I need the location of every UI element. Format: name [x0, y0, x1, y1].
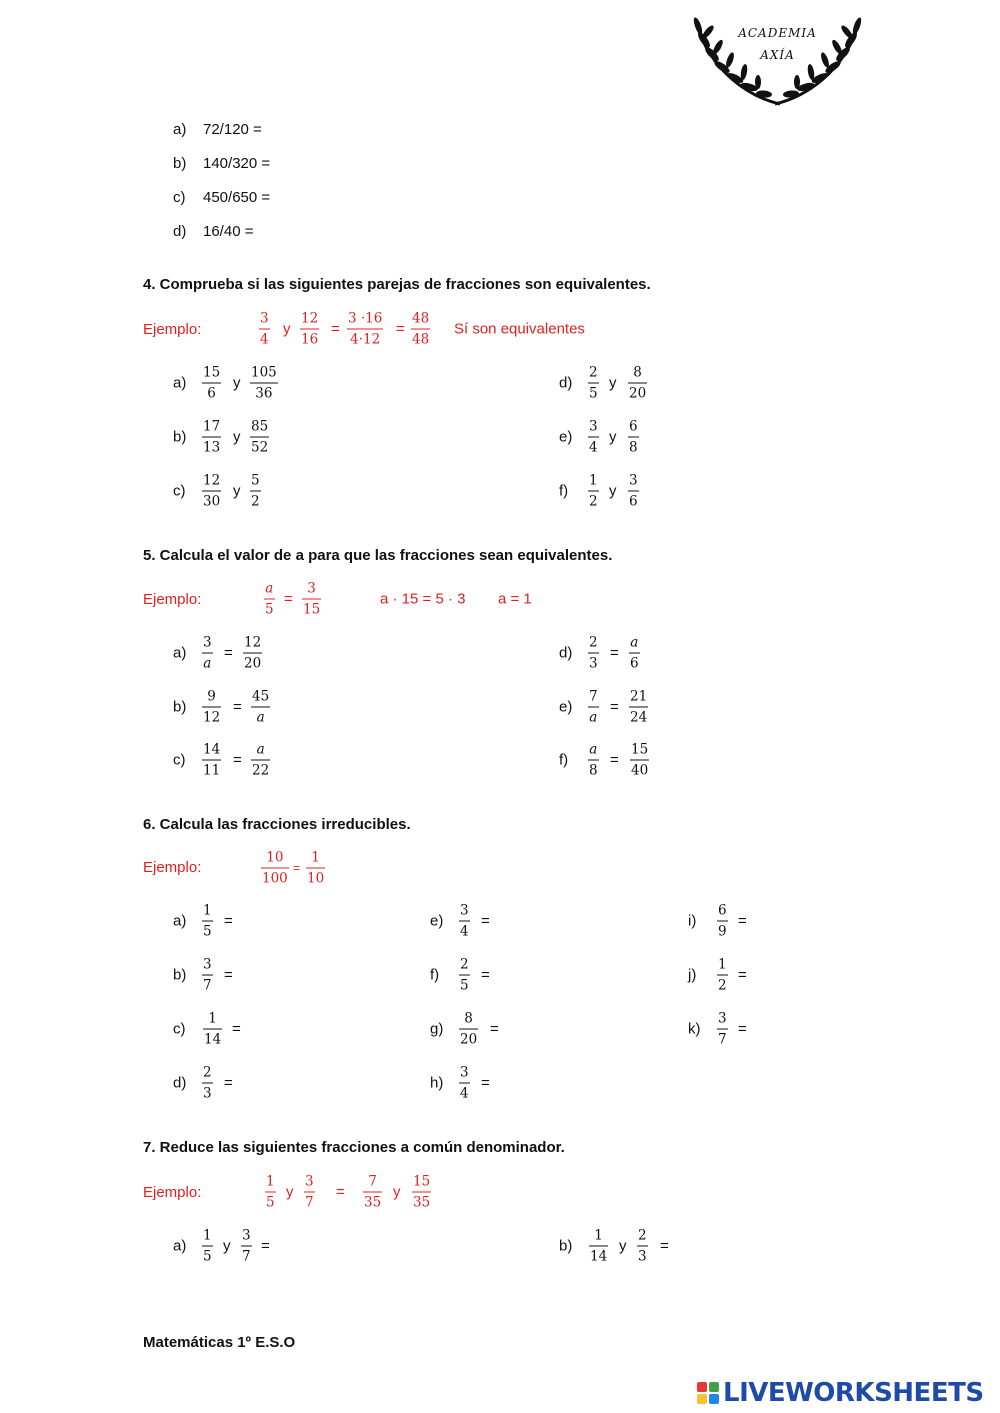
item-label: a): [173, 644, 187, 662]
y-connector: y: [619, 1237, 627, 1255]
list-item-label: b): [173, 155, 187, 172]
item-label: e): [559, 698, 573, 716]
fraction: $\frac{14}{11}$: [203, 741, 221, 779]
equals-sign: =: [481, 1074, 490, 1092]
item-label: g): [430, 1020, 444, 1038]
fraction: $\frac{1}{5}$: [203, 1227, 212, 1265]
fraction: $\frac{8}{20}$: [460, 1010, 478, 1048]
fraction: $\frac{12}{30}$: [203, 472, 221, 510]
fraction: $\frac{1}{5}$: [266, 1173, 275, 1211]
y-connector: y: [609, 428, 617, 446]
item-label: a): [173, 1237, 187, 1255]
equals-sign: =: [610, 751, 619, 769]
fraction: $\frac{6}{9}$: [718, 902, 727, 940]
equals-sign: =: [261, 1237, 270, 1255]
fraction: $\frac{1}{5}$: [203, 902, 212, 940]
academia-logo: [690, 12, 865, 107]
y-connector: y: [609, 374, 617, 392]
fraction: $\frac{1}{14}$: [590, 1227, 608, 1265]
item-label: a): [173, 912, 187, 930]
section7-heading: 7. Reduce las siguientes fracciones a común denominador.: [143, 1139, 565, 1156]
item-label: f): [559, 751, 569, 769]
fraction: $\frac{3}{15}$: [303, 580, 321, 618]
fraction: $\frac{1}{2}$: [589, 472, 598, 510]
equals-sign: =: [610, 644, 619, 662]
equals-sign: =: [224, 966, 233, 984]
fraction: $\frac{7}{35}$: [364, 1173, 382, 1211]
fraction: $\frac{8}{20}$: [629, 364, 647, 402]
example-answer: a = 1: [498, 590, 532, 608]
y-connector: y: [283, 320, 291, 338]
fraction: $\frac{48}{48}$: [412, 310, 430, 348]
fraction: $\frac{2}{3}$: [203, 1064, 212, 1102]
y-connector: y: [393, 1183, 401, 1201]
fraction: $\frac{5}{2}$: [251, 472, 260, 510]
fraction: $\frac{10}{100}$: [262, 849, 288, 887]
fraction: $\frac{3}{7}$: [305, 1173, 314, 1211]
equals-sign: =: [224, 644, 233, 662]
fraction: $\frac{12}{16}$: [301, 310, 319, 348]
item-label: d): [173, 1074, 187, 1092]
item-label: c): [173, 482, 186, 500]
section6-heading: 6. Calcula las fracciones irreducibles.: [143, 816, 411, 833]
fraction: $\frac{3}{4}$: [460, 902, 469, 940]
list-item-label: c): [173, 189, 186, 206]
equals-sign: =: [293, 861, 301, 875]
equals-sign: =: [224, 1074, 233, 1092]
equals-sign: =: [738, 966, 747, 984]
equals-sign: =: [233, 751, 242, 769]
fraction: $\frac{3}{7}$: [203, 956, 212, 994]
fraction: $\frac{a}{8}$: [589, 741, 598, 779]
y-connector: y: [233, 374, 241, 392]
item-label: k): [688, 1020, 701, 1038]
list-item-expr: 450/650 =: [203, 189, 271, 206]
fraction: $\frac{2}{5}$: [589, 364, 598, 402]
example-label: Ejemplo:: [143, 591, 202, 608]
item-label: b): [173, 428, 187, 446]
fraction: $\frac{3}{6}$: [629, 472, 638, 510]
equals-sign: =: [336, 1183, 345, 1201]
item-label: b): [173, 698, 187, 716]
fraction: $\frac{3}{a}$: [203, 634, 212, 672]
equals-sign: =: [738, 1020, 747, 1038]
item-label: f): [559, 482, 569, 500]
fraction: $\frac{15}{35}$: [413, 1173, 431, 1211]
equals-sign: =: [224, 912, 233, 930]
fraction: $\frac{3}{7}$: [242, 1227, 251, 1265]
equals-sign: =: [284, 590, 293, 608]
y-connector: y: [286, 1183, 294, 1201]
example-result: Sí son equivalentes: [454, 320, 585, 338]
fraction: $\frac{a}{22}$: [252, 741, 270, 779]
fraction: $\frac{21}{24}$: [630, 688, 648, 726]
item-label: b): [559, 1237, 573, 1255]
section5-heading: 5. Calcula el valor de a para que las fracciones sean equivalentes.: [143, 547, 613, 564]
equals-sign: =: [481, 912, 490, 930]
equals-sign: =: [481, 966, 490, 984]
brand-block: [709, 1382, 719, 1392]
liveworksheets-logo[interactable]: [697, 1378, 984, 1408]
fraction: $\frac{15}{6}$: [203, 364, 221, 402]
item-label: c): [173, 1020, 186, 1038]
fraction: $\frac{17}{13}$: [203, 418, 221, 456]
example-step: a · 15 = 5 · 3: [380, 590, 466, 608]
fraction: $\frac{3}{7}$: [718, 1010, 727, 1048]
item-label: e): [430, 912, 444, 930]
fraction: $\frac{2}{3}$: [638, 1227, 647, 1265]
y-connector: y: [233, 428, 241, 446]
equals-sign: =: [331, 320, 340, 338]
item-label: i): [688, 912, 697, 930]
item-label: e): [559, 428, 573, 446]
fraction: $\frac{45}{a}$: [252, 688, 270, 726]
item-label: d): [559, 374, 573, 392]
equals-sign: =: [232, 1020, 241, 1038]
list-item-expr: 16/40 =: [203, 223, 254, 240]
item-label: j): [688, 966, 697, 984]
equals-sign: =: [660, 1237, 669, 1255]
fraction: $\frac{85}{52}$: [251, 418, 269, 456]
list-item-expr: 140/320 =: [203, 155, 271, 172]
example-label: Ejemplo:: [143, 321, 202, 338]
item-label: f): [430, 966, 440, 984]
y-connector: y: [233, 482, 241, 500]
brand-name: LIVEWORKSHEETS: [723, 1378, 984, 1408]
list-item-label: a): [173, 121, 187, 138]
brand-block: [697, 1382, 707, 1392]
fraction: $\frac{3}{4}$: [260, 310, 269, 348]
fraction: $\frac{3}{4}$: [460, 1064, 469, 1102]
item-label: c): [173, 751, 186, 769]
y-connector: y: [609, 482, 617, 500]
item-label: a): [173, 374, 187, 392]
example-label: Ejemplo:: [143, 859, 202, 876]
example-label: Ejemplo:: [143, 1184, 202, 1201]
logo-line1: ACADEMIA: [738, 26, 817, 40]
fraction: $\frac{1}{14}$: [204, 1010, 222, 1048]
fraction: $\frac{3}{4}$: [589, 418, 598, 456]
fraction: $\frac{9}{12}$: [203, 688, 221, 726]
equals-sign: =: [738, 912, 747, 930]
equals-sign: =: [396, 320, 405, 338]
fraction: $\frac{6}{8}$: [629, 418, 638, 456]
brand-block: [709, 1394, 719, 1404]
equals-sign: =: [610, 698, 619, 716]
item-label: b): [173, 966, 187, 984]
fraction: $\frac{2}{5}$: [460, 956, 469, 994]
item-label: d): [559, 644, 573, 662]
section4-heading: 4. Comprueba si las siguientes parejas de fracciones son equivalentes.: [143, 276, 651, 293]
fraction: $\frac{a}{5}$: [265, 580, 274, 618]
logo-line2: AXÍA: [760, 48, 795, 62]
equals-sign: =: [490, 1020, 499, 1038]
y-connector: y: [223, 1237, 231, 1255]
fraction: $\frac{105}{36}$: [251, 364, 277, 402]
equals-sign: =: [233, 698, 242, 716]
fraction: $\frac{15}{40}$: [631, 741, 649, 779]
brand-blocks-icon: [697, 1382, 719, 1404]
list-item-label: d): [173, 223, 187, 240]
fraction: $\frac{1}{2}$: [718, 956, 727, 994]
list-item-expr: 72/120 =: [203, 121, 262, 138]
fraction: $\frac{3 \cdot 16}{4\cdot 12}$: [348, 310, 383, 348]
fraction: $\frac{7}{a}$: [589, 688, 598, 726]
brand-block: [697, 1394, 707, 1404]
footer-text: Matemáticas 1º E.S.O: [143, 1334, 296, 1351]
fraction: $\frac{a}{6}$: [630, 634, 639, 672]
item-label: h): [430, 1074, 444, 1092]
fraction: $\frac{12}{20}$: [244, 634, 262, 672]
fraction: $\frac{2}{3}$: [589, 634, 598, 672]
fraction: $\frac{1}{10}$: [307, 849, 325, 887]
